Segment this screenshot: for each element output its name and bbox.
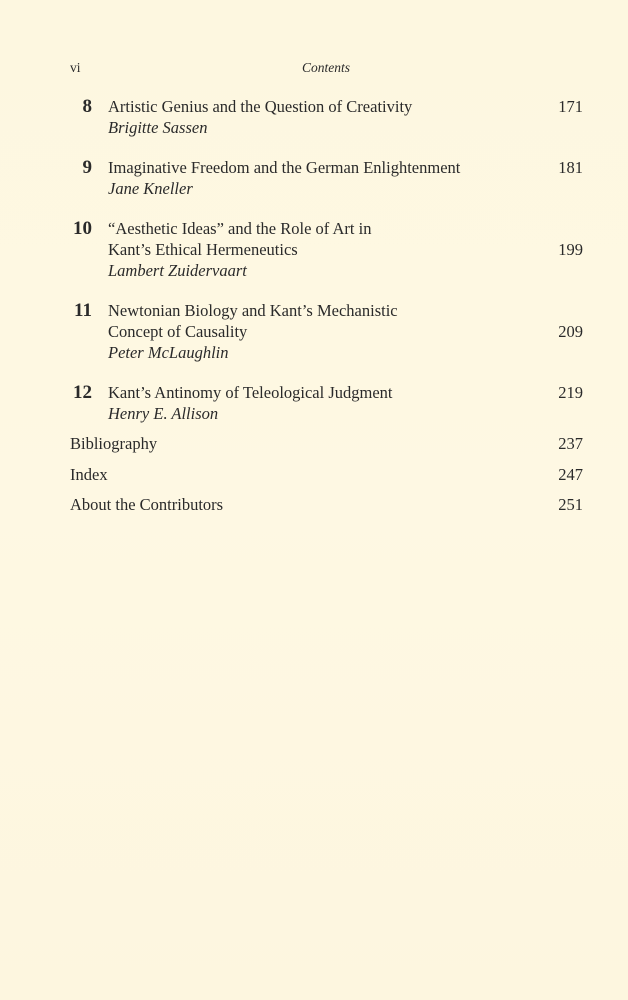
chapter-page-number: 199 [558,240,583,259]
toc-entry-chapter-11[interactable] [70,300,583,363]
chapter-page-number: 209 [558,322,583,341]
toc-entry-chapter-8[interactable] [70,96,583,138]
chapter-page-number: 219 [558,383,583,402]
chapter-number: 12 [73,382,92,403]
toc-entry-chapter-10[interactable] [70,218,583,281]
chapter-title: Artistic Genius and the Question of Creativity [108,97,413,116]
chapter-author: Peter McLaughlin [108,343,229,362]
chapter-title-line-1: Newtonian Biology and Kant’s Mechanistic [108,301,398,320]
chapter-title-line-1: “Aesthetic Ideas” and the Role of Art in [108,219,372,238]
chapter-title: Imaginative Freedom and the German Enlightenment [108,158,461,177]
table-of-contents [70,96,583,525]
toc-entry-bibliography[interactable] [70,433,583,454]
chapter-title: Kant’s Antinomy of Teleological Judgment [108,383,393,402]
entry-label: About the Contributors [70,495,224,514]
chapter-number: 9 [82,157,92,178]
chapter-number: 10 [73,218,92,239]
entry-label: Bibliography [70,434,158,453]
chapter-author: Henry E. Allison [108,404,219,423]
entry-page-number: 247 [558,464,583,484]
running-head [70,60,582,80]
toc-entry-chapter-9[interactable] [70,157,583,199]
entry-page-number: 251 [558,495,583,514]
running-head-title: Contents [301,60,350,75]
toc-entry-about-contributors[interactable] [70,494,583,515]
chapter-title-line-2: Concept of Causality [108,322,248,341]
chapter-page-number: 171 [558,97,583,116]
chapter-page-number: 181 [558,158,583,177]
chapter-author: Brigitte Sassen [108,118,208,137]
chapter-author: Jane Kneller [108,179,193,198]
chapter-number: 8 [82,96,92,117]
toc-entry-chapter-12[interactable] [70,382,583,424]
page-folio: vi [70,60,81,75]
chapter-number: 11 [74,300,92,321]
entry-page-number: 237 [558,434,583,453]
chapter-title-line-2: Kant’s Ethical Hermeneutics [108,240,298,259]
chapter-author: Lambert Zuidervaart [108,261,247,280]
toc-entry-index[interactable] [70,464,583,485]
entry-label: Index [70,464,108,484]
